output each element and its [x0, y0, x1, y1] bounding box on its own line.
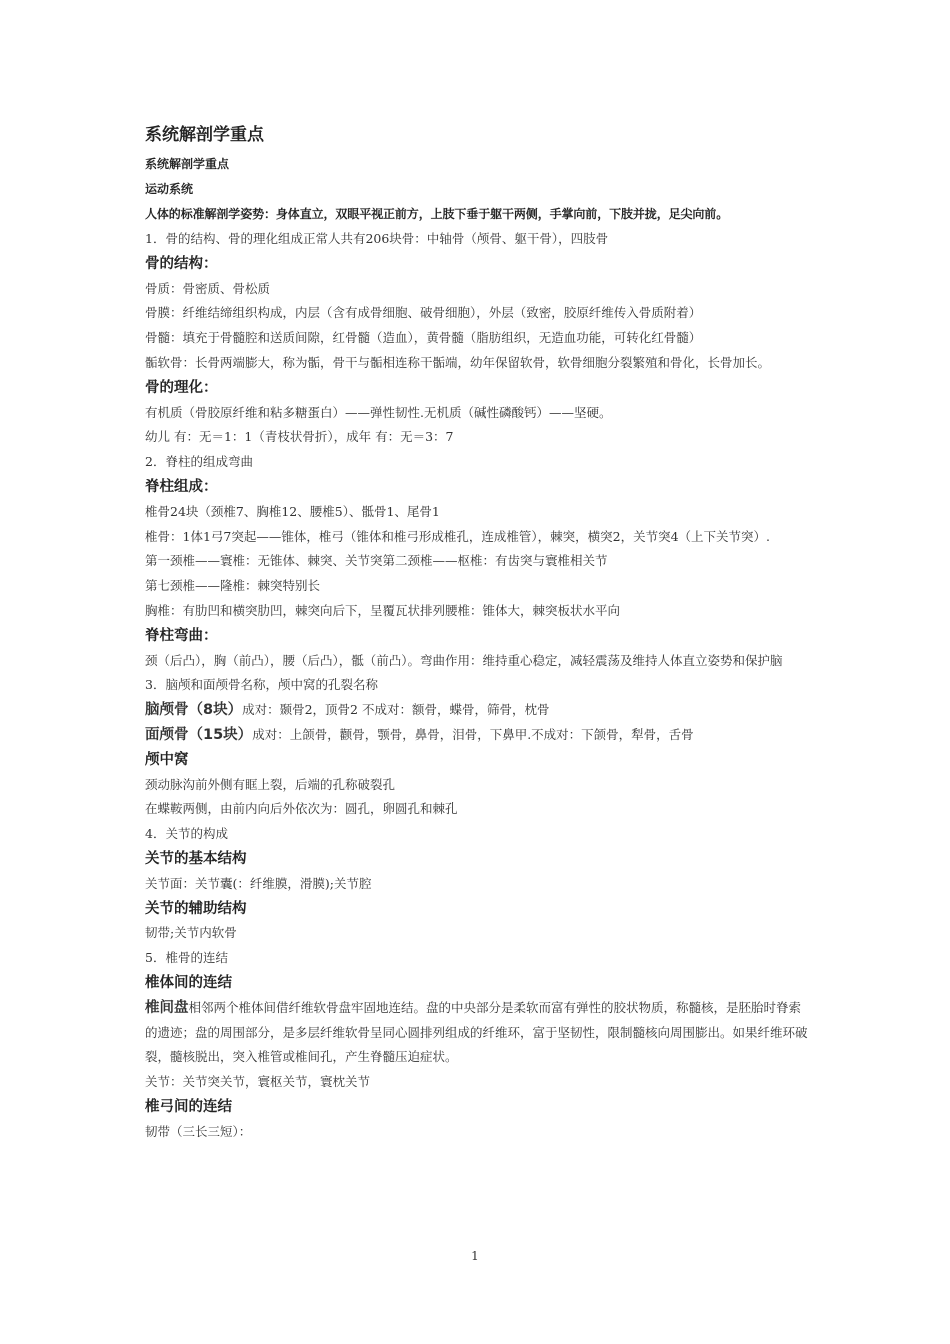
paragraph: 颈（后凸），胸（前凸），腰（后凸），骶（前凸）。弯曲作用：维持重心稳定，减轻震荡及维持人体直立姿势和保护脑	[145, 652, 783, 668]
paragraph: 3．脑颅和面颅骨名称，颅中窝的孔裂名称	[145, 677, 378, 693]
document-body	[145, 122, 810, 1144]
paragraph	[145, 723, 810, 748]
paragraph: 韧带（三长三短）：	[145, 1123, 252, 1139]
posture-definition: 人体的标准解剖学姿势：身体直立，双眼平视正前方，上肢下垂于躯干两侧，手掌向前，下肢并拢，足尖向前。	[145, 207, 729, 221]
paragraph: 骨膜：纤维结缔组织构成，内层（含有成骨细胞、破骨细胞），外层（致密，胶原纤维传入骨质附着）	[145, 305, 702, 321]
paragraph: 颈动脉沟前外侧有眶上裂，后端的孔称破裂孔	[145, 776, 396, 792]
doc-subtitle: 系统解剖学重点	[145, 157, 230, 171]
paragraph: 椎骨24块（颈椎7、胸椎12、腰椎5）、骶骨1、尾骨1	[145, 503, 440, 519]
heading-spine: 脊柱组成：	[145, 478, 218, 495]
paragraph: 骨髓：填充于骨髓腔和送质间隙，红骨髓（造血），黄骨髓（脂肪组织，无造血功能，可转化红骨髓）	[145, 330, 702, 346]
heading-middle-fossa: 颅中窝	[145, 751, 189, 768]
heading-bone-structure: 骨的结构：	[145, 255, 218, 272]
heading-joint-basic: 关节的基本结构	[145, 850, 247, 867]
heading-bone-chem: 骨的理化：	[145, 379, 218, 396]
paragraph: 在蝶鞍两侧，由前内向后外依次为：圆孔，卵圆孔和棘孔	[145, 801, 458, 817]
paragraph: 骺软骨：长骨两端膨大，称为骺，骨干与骺相连称干骺端，幼年保留软骨，软骨细胞分裂繁殖和骨化，长骨加长。	[145, 354, 771, 370]
inline-text: 成对：上颌骨，颧骨，颚骨，鼻骨，泪骨，下鼻甲.不成对：下颌骨，犁骨，舌骨	[252, 726, 694, 742]
inline-heading: 面颅骨（15块）	[145, 726, 253, 743]
section-heading: 运动系统	[145, 182, 194, 196]
heading-joint-aux: 关节的辅助结构	[145, 900, 247, 917]
paragraph: 骨质：骨密质、骨松质	[145, 280, 271, 296]
inline-heading: 椎间盘	[145, 999, 189, 1016]
doc-title: 系统解剖学重点	[145, 125, 264, 145]
paragraph: 关节面：关节囊(：纤维膜，滑膜);关节腔	[145, 875, 372, 891]
paragraph: 有机质（骨胶原纤维和粘多糖蛋白）——弹性韧性.无机质（碱性磷酸钙）——坚硬。	[145, 404, 612, 420]
paragraph: 第七颈椎——隆椎：棘突特别长	[145, 578, 321, 594]
heading-arch-link: 椎弓间的连结	[145, 1098, 232, 1115]
paragraph: 第一颈椎——寰椎：无锥体、棘突、关节突第二颈椎——枢椎：有齿突与寰椎相关节	[145, 553, 608, 569]
inline-heading: 脑颅骨（8块）	[145, 702, 243, 719]
heading-vertebral-body-link: 椎体间的连结	[145, 974, 232, 991]
paragraph: 胸椎：有肋凹和横突肋凹，棘突向后下，呈覆瓦状排列腰椎：锥体大，棘突板状水平向	[145, 602, 621, 618]
paragraph: 2．脊柱的组成弯曲	[145, 454, 253, 470]
paragraph	[145, 698, 810, 723]
paragraph	[145, 996, 810, 1070]
paragraph: 椎骨：1体1弓7突起——锥体，椎弓（锥体和椎弓形成椎孔，连成椎管），棘突，横突2，关节突4（上下关节突）.	[145, 528, 770, 544]
paragraph: 1．骨的结构、骨的理化组成正常人共有206块骨：中轴骨（颅骨、躯干骨），四肢骨	[145, 231, 609, 246]
inline-text: 成对：颞骨2，顶骨2 不成对：额骨，蝶骨，筛骨，枕骨	[242, 702, 550, 718]
paragraph: 4．关节的构成	[145, 826, 228, 842]
paragraph: 幼儿 有：无＝1：1（青枝状骨折），成年 有：无＝3：7	[145, 429, 454, 445]
page-number: 1	[471, 1249, 479, 1263]
inline-text: 相邻两个椎体间借纤维软骨盘牢固地连结。盘的中央部分是柔软而富有弹性的胶状物质，称髓核，是胚胎时脊索的遗迹；盘的周围部分，是多层纤维软骨呈同心圆排列组成的纤维环，富于坚韧性，限制髓核向周围膨出。如果纤维环破裂，髓核脱出，突入椎管或椎间孔，产生脊髓压迫症状。	[145, 999, 808, 1065]
paragraph: 韧带;关节内软骨	[145, 925, 237, 941]
heading-spine-curve: 脊柱弯曲：	[145, 627, 218, 644]
paragraph: 5．椎骨的连结	[145, 950, 228, 966]
paragraph: 关节：关节突关节，寰枢关节，寰枕关节	[145, 1074, 371, 1090]
